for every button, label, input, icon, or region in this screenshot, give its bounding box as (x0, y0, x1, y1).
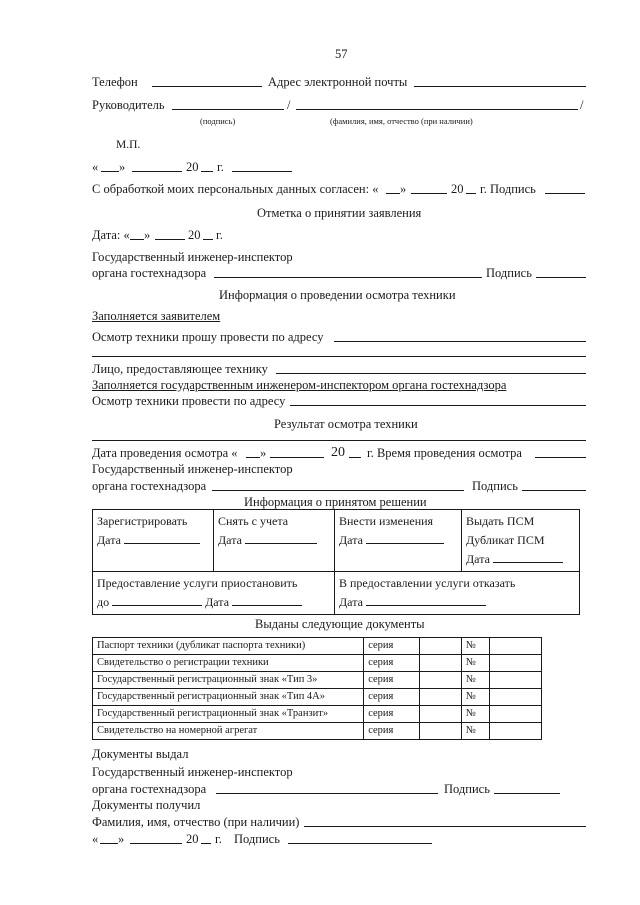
acceptance-g: г. (216, 228, 223, 242)
head-slash: / (287, 98, 291, 112)
decision-register-cell[interactable] (93, 510, 214, 572)
decision-psm-date-label: Дата (466, 552, 490, 566)
final-sign-label: Подпись (234, 832, 280, 846)
acceptance-day-field[interactable] (130, 239, 144, 240)
acceptance-date-label: Дата: « (92, 228, 130, 242)
consent-tail: г. Подпись (480, 182, 536, 196)
result-month-field[interactable] (270, 457, 324, 458)
acceptance-inspector-line1: Государственный инженер-инспектор (92, 250, 293, 264)
final-g: г. (215, 832, 222, 846)
acceptance-sign-label: Подпись (486, 266, 532, 280)
date1-year-field[interactable] (201, 171, 213, 172)
decision-modify-date-field[interactable] (366, 532, 444, 544)
head-name-field[interactable] (296, 109, 578, 110)
date1-open: « (92, 160, 99, 174)
issued-title: Выданы следующие документы (255, 617, 425, 631)
head-slash-end: / (580, 98, 584, 112)
issued-document-series-label: серия (364, 706, 420, 723)
decision-deregister-date-label: Дата (218, 533, 242, 547)
issued-document-number-label: № (461, 638, 489, 655)
decision-modify-label: Внести изменения (339, 514, 434, 528)
decision-table (92, 509, 580, 615)
name-caption: (фамилия, имя, отчество (при наличии) (330, 116, 473, 126)
result-inspector-line2: органа гостехнадзора (92, 479, 207, 493)
result-inspector-line1: Государственный инженер-инспектор (92, 462, 293, 476)
acceptance-year-field[interactable] (203, 239, 213, 240)
issued-document-series-label: серия (364, 655, 420, 672)
date1-year: 20 (186, 160, 199, 174)
decision-suspend-label: Предоставление услуги приостановить (97, 576, 298, 590)
handover-sign-label: Подпись (444, 782, 490, 796)
received-label: Документы получил (92, 798, 201, 812)
issued-document-number-field[interactable] (489, 672, 541, 689)
decision-suspend-date-field[interactable] (232, 594, 302, 606)
decision-title: Информация о принятом решении (244, 495, 427, 509)
issued-document-name: Государственный регистрационный знак «Тип 3» (93, 672, 364, 689)
issued-document-row (93, 672, 542, 689)
decision-suspend-cell[interactable] (93, 572, 335, 615)
decision-suspend-date-label: Дата (205, 595, 230, 609)
issued-document-series-field[interactable] (419, 638, 461, 655)
issued-document-series-field[interactable] (419, 672, 461, 689)
final-month-field[interactable] (130, 843, 182, 844)
decision-until-field[interactable] (112, 594, 202, 606)
issued-document-series-label: серия (364, 638, 420, 655)
result-sign-label: Подпись (472, 479, 518, 493)
provider-field[interactable] (276, 373, 586, 374)
decision-duplicate-psm-label: Дубликат ПСМ (466, 533, 545, 547)
result-year: 20 (331, 445, 345, 460)
head-label: Руководитель (92, 98, 165, 112)
request-address-field[interactable] (334, 341, 586, 342)
conduct-address-label: Осмотр техники провести по адресу (92, 394, 286, 408)
acceptance-signature-field[interactable] (536, 277, 586, 278)
email-label: Адрес электронной почты (268, 75, 408, 89)
issued-document-number-label: № (461, 689, 489, 706)
result-date-label: Дата проведения осмотра « (92, 446, 238, 460)
decision-deregister-label: Снять с учета (218, 514, 289, 528)
result-signature-field[interactable] (522, 490, 586, 491)
result-title: Результат осмотра техники (274, 417, 418, 431)
acceptance-inspector-line2: органа гостехнадзора (92, 266, 207, 280)
issued-document-name: Свидетельство на номерной агрегат (93, 723, 364, 740)
consent-month-field[interactable] (411, 193, 447, 194)
decision-issue-psm-label: Выдать ПСМ (466, 514, 535, 528)
signature-caption: (подпись) (200, 116, 236, 126)
consent-year-field[interactable] (466, 193, 476, 194)
issued-document-name: Государственный регистрационный знак «Транзит» (93, 706, 364, 723)
issued-document-series-field[interactable] (419, 723, 461, 740)
head-signature-field[interactable] (172, 109, 284, 110)
result-day-field[interactable] (246, 457, 260, 458)
decision-refuse-date-label: Дата (339, 595, 363, 609)
consent-year: 20 (451, 182, 464, 196)
issued-document-name: Государственный регистрационный знак «Тип 4А» (93, 689, 364, 706)
final-date-open: « (92, 832, 99, 846)
issued-document-row (93, 706, 542, 723)
issued-document-name: Паспорт техники (дубликат паспорта техники) (93, 638, 364, 655)
page-number: 57 (335, 47, 348, 61)
request-address-field-2[interactable] (92, 356, 586, 357)
final-year: 20 (186, 832, 199, 846)
result-close: » (260, 446, 267, 460)
issued-document-row (93, 655, 542, 672)
issued-document-number-label: № (461, 723, 489, 740)
decision-modify-date-label: Дата (339, 533, 363, 547)
issued-document-row (93, 638, 542, 655)
date1-day-field[interactable] (101, 171, 119, 172)
decision-register-date-label: Дата (97, 533, 121, 547)
provider-label: Лицо, предоставляющее технику (92, 362, 268, 376)
issued-document-name: Свидетельство о регистрации техники (93, 655, 364, 672)
issued-documents-table (92, 637, 542, 740)
acceptance-close: » (144, 228, 151, 242)
issued-document-number-label: № (461, 706, 489, 723)
request-address-label: Осмотр техники прошу провести по адресу (92, 330, 324, 344)
issued-document-series-label: серия (364, 723, 420, 740)
decision-psm-date-field[interactable] (493, 551, 563, 563)
decision-psm-cell[interactable] (462, 510, 580, 572)
issued-document-series-label: серия (364, 672, 420, 689)
issued-document-series-field[interactable] (419, 706, 461, 723)
final-date-close: » (118, 832, 125, 846)
result-time-label: г. Время проведения осмотра (367, 446, 522, 460)
inspection-title: Информация о проведении осмотра техники (219, 288, 456, 302)
issued-document-series-label: серия (364, 689, 420, 706)
handover-inspector-field[interactable] (216, 793, 438, 794)
decision-until-label: до (97, 595, 110, 609)
issued-document-number-field[interactable] (489, 655, 541, 672)
consent-day-field[interactable] (386, 193, 400, 194)
acceptance-month-field[interactable] (155, 239, 185, 240)
acceptance-title: Отметка о принятии заявления (257, 206, 422, 220)
issued-document-series-field[interactable] (419, 655, 461, 672)
handover-signature-field[interactable] (494, 793, 560, 794)
handover-inspector-line1: Государственный инженер-инспектор (92, 765, 293, 779)
issued-document-series-field[interactable] (419, 689, 461, 706)
email-field[interactable] (414, 86, 586, 87)
phone-label: Телефон (92, 75, 138, 89)
issued-document-number-field[interactable] (489, 706, 541, 723)
consent-signature-field[interactable] (545, 193, 585, 194)
decision-refuse-cell[interactable] (335, 572, 580, 615)
issued-document-number-label: № (461, 655, 489, 672)
handover-inspector-line2: органа гостехнадзора (92, 782, 207, 796)
final-day-field[interactable] (100, 843, 118, 844)
issued-document-number-field[interactable] (489, 689, 541, 706)
stamp-label: М.П. (116, 139, 141, 151)
issued-document-row (93, 723, 542, 740)
result-inspector-field[interactable] (212, 490, 464, 491)
result-year-field[interactable] (349, 457, 361, 458)
consent-text: С обработкой моих персональных данных согласен: « (92, 182, 379, 196)
fio-field[interactable] (304, 826, 586, 827)
inspector-fills-label: Заполняется государственным инженером-инспектором органа гостехнадзора (92, 378, 507, 392)
conduct-address-field[interactable] (290, 405, 586, 406)
date1-month-field[interactable] (132, 171, 182, 172)
issued-document-number-label: № (461, 672, 489, 689)
decision-deregister-date-field[interactable] (245, 532, 317, 544)
issued-document-row (93, 689, 542, 706)
decision-register-date-field[interactable] (124, 532, 200, 544)
decision-refuse-label: В предоставлении услуги отказать (339, 576, 516, 590)
date1-extra-field[interactable] (232, 171, 292, 172)
acceptance-inspector-field[interactable] (214, 277, 482, 278)
final-year-field[interactable] (201, 843, 211, 844)
decision-refuse-date-field[interactable] (366, 594, 486, 606)
consent-close: » (400, 182, 407, 196)
issued-by-label: Документы выдал (92, 747, 189, 761)
decision-register-label: Зарегистрировать (97, 514, 188, 528)
final-signature-field[interactable] (288, 843, 432, 844)
issued-document-number-field[interactable] (489, 723, 541, 740)
date1-g: г. (217, 160, 224, 174)
result-time-field[interactable] (535, 457, 586, 458)
acceptance-year: 20 (188, 228, 201, 242)
applicant-fills-label: Заполняется заявителем (92, 309, 221, 323)
decision-modify-cell[interactable] (335, 510, 462, 572)
phone-field[interactable] (152, 86, 262, 87)
result-field[interactable] (92, 440, 586, 441)
decision-deregister-cell[interactable] (214, 510, 335, 572)
issued-document-number-field[interactable] (489, 638, 541, 655)
date1-close: » (119, 160, 126, 174)
fio-label: Фамилия, имя, отчество (при наличии) (92, 815, 300, 829)
